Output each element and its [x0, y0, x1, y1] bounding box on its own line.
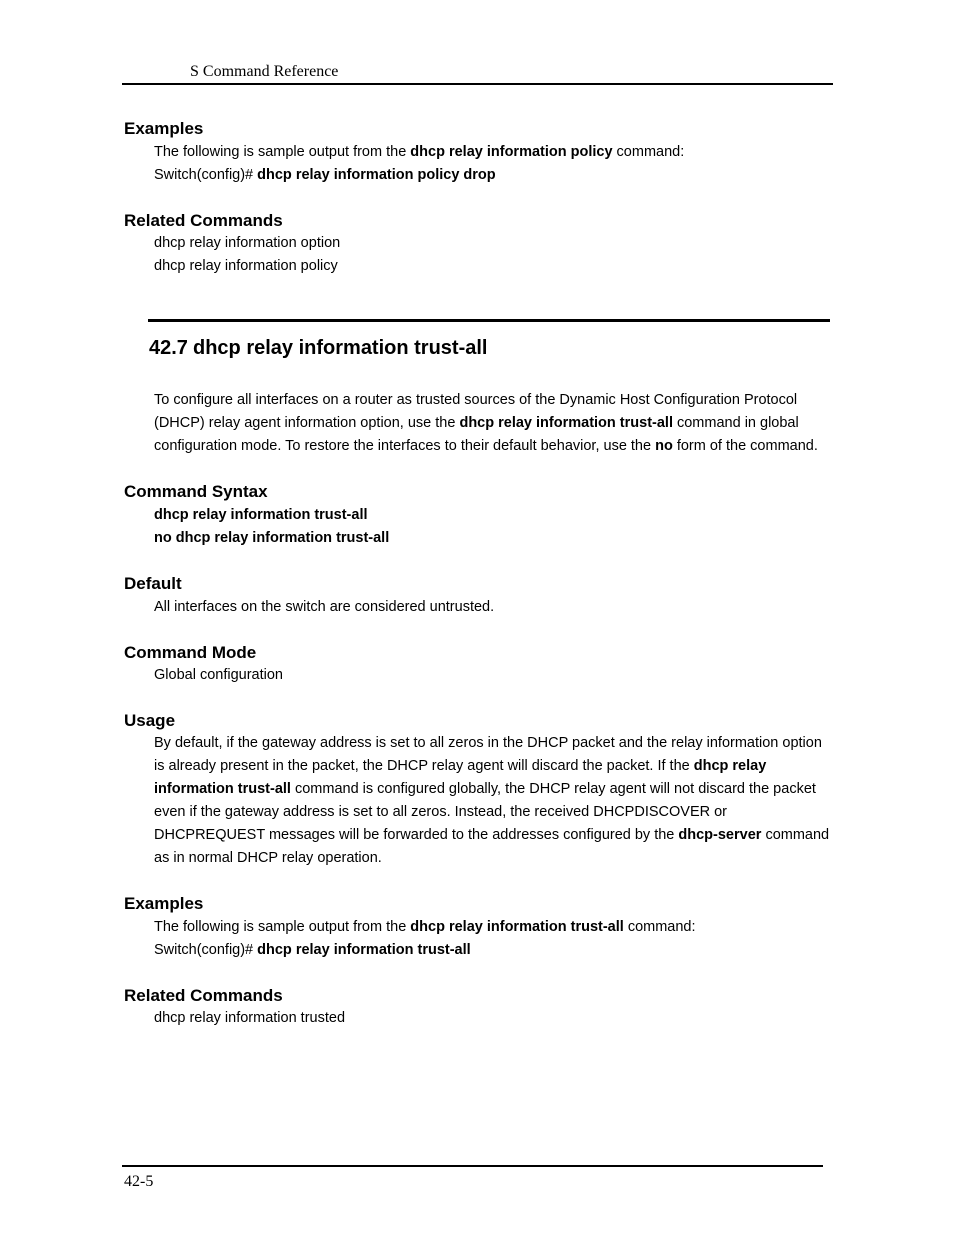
footer-rule — [122, 1165, 823, 1167]
syntax-line — [154, 506, 368, 524]
usage-heading: Usage — [124, 711, 176, 730]
usage-text: By default, if the gateway address is set to all zeros in the DHCP packet and the relay information option is already present in the packet, the DHCP relay agent will discard the packet. If the — [154, 735, 822, 774]
example-intro-prev — [154, 143, 684, 161]
header-rule — [122, 83, 833, 85]
command-mode-heading: Command Mode — [124, 643, 257, 662]
command-syntax-heading: Command Syntax — [124, 482, 268, 501]
section-rule — [148, 319, 830, 322]
usage-paragraph — [154, 732, 834, 870]
default-heading: Default — [124, 574, 182, 593]
example-intro-text: command: — [623, 919, 696, 935]
intro-text: To configure all interfaces on a router as trusted sources of the Dynamic Host Configuration Protocol (DHCP) relay agent information option, use the — [154, 392, 798, 431]
examples-heading-prev: Examples — [124, 119, 204, 138]
syntax-command: no dhcp relay information trust-all — [154, 530, 390, 546]
default-text: All interfaces on the switch are considered untrusted. — [154, 599, 495, 615]
running-header: S Command Reference — [190, 63, 339, 80]
related-command-item: dhcp relay information trusted — [154, 1010, 346, 1026]
usage-text: command is configured globally, the DHCP relay agent will not discard the packet even if the gateway address is set to all zeros. Instead, the received DHCPDISCOVER or DHCPREQUEST messages will be forwarded to the addresses configured by the — [154, 781, 816, 843]
example-command-line — [154, 941, 471, 959]
example-intro-text: The following is sample output from the — [154, 144, 411, 160]
syntax-command: dhcp relay information trust-all — [154, 507, 368, 523]
cli-command: dhcp relay information trust-all — [257, 942, 471, 958]
page-number: 42-5 — [124, 1173, 154, 1190]
intro-text: form of the command. — [672, 438, 818, 454]
section-title — [149, 336, 487, 360]
related-commands-heading-prev: Related Commands — [124, 211, 283, 230]
intro-text: command in global configuration mode. To restore the interfaces to their default behavior, use the — [154, 415, 799, 454]
example-intro-command: dhcp relay information policy — [410, 144, 613, 160]
intro-no-keyword: no — [655, 438, 673, 454]
section-intro-paragraph — [154, 389, 834, 458]
cli-prompt: Switch(config)# — [154, 942, 258, 958]
related-command-item: dhcp relay information policy — [154, 258, 338, 274]
intro-command: dhcp relay information trust-all — [459, 415, 673, 431]
cli-prompt: Switch(config)# — [154, 167, 258, 183]
example-command-line-prev — [154, 166, 496, 184]
example-intro-command: dhcp relay information trust-all — [410, 919, 624, 935]
section-title-text: dhcp relay information trust-all — [193, 337, 488, 359]
command-mode-text: Global configuration — [154, 667, 283, 683]
example-intro-text: The following is sample output from the — [154, 919, 411, 935]
example-intro — [154, 918, 696, 936]
usage-command: dhcp-server — [678, 827, 762, 843]
section-number: 42.7 — [149, 337, 188, 359]
syntax-line — [154, 529, 389, 547]
related-command-item: dhcp relay information option — [154, 235, 341, 251]
cli-command: dhcp relay information policy drop — [257, 167, 496, 183]
usage-command: dhcp relay information trust-all — [154, 758, 767, 797]
examples-heading: Examples — [124, 894, 204, 913]
related-commands-heading: Related Commands — [124, 986, 283, 1005]
usage-text: command as in normal DHCP relay operation. — [154, 827, 830, 866]
example-intro-text: command: — [612, 144, 685, 160]
